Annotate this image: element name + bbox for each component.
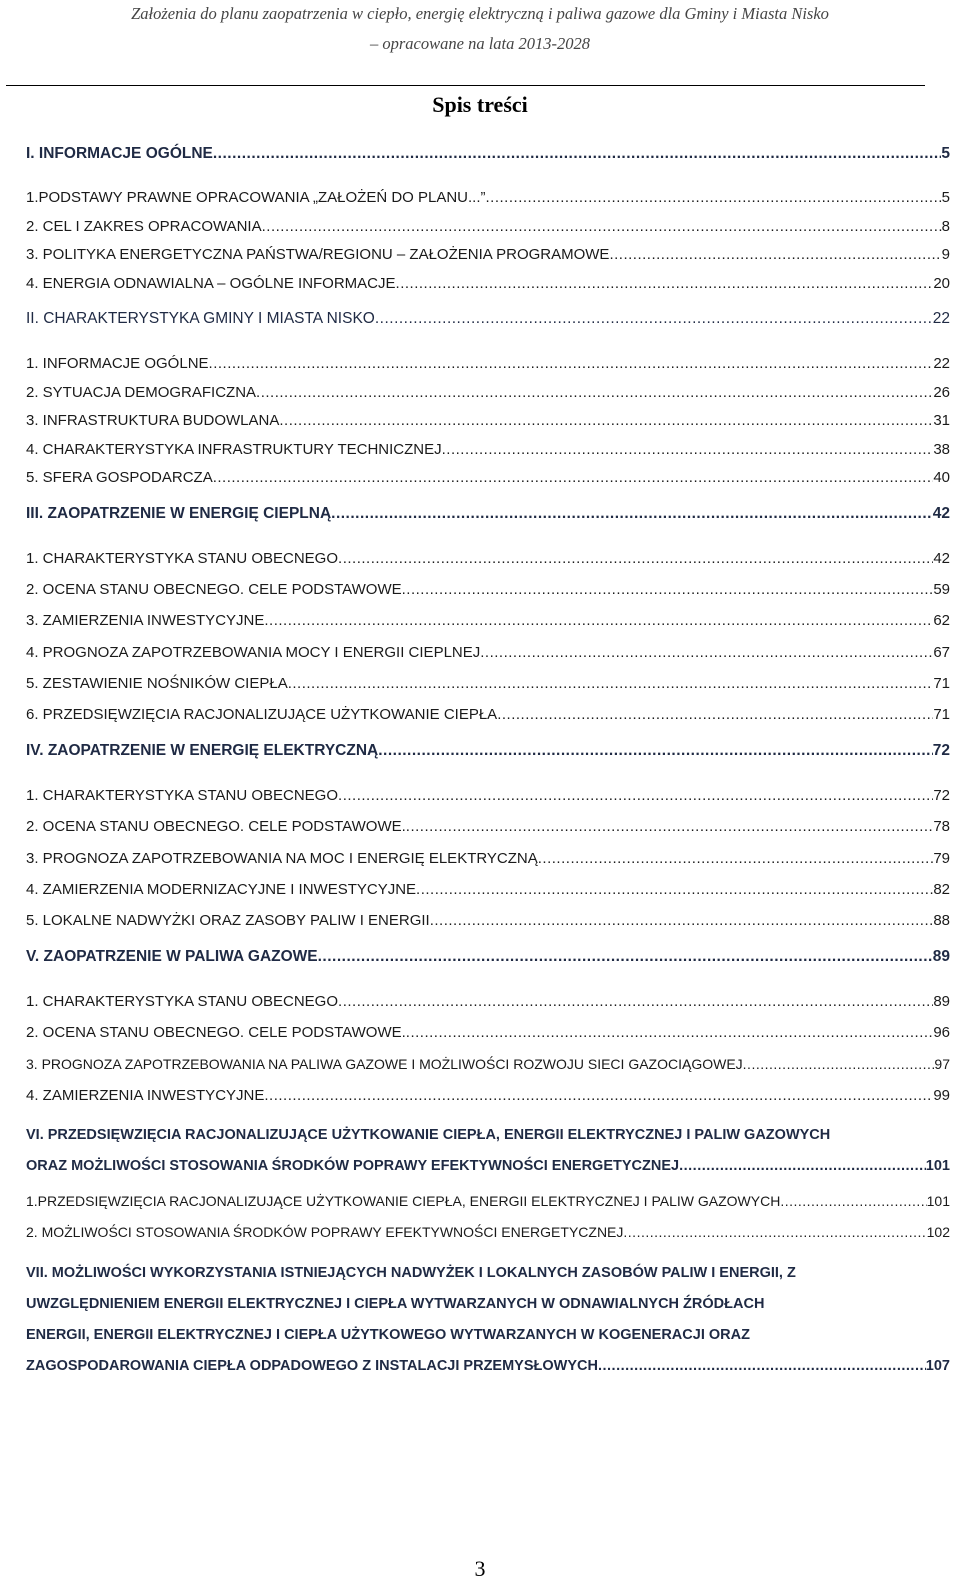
toc-entry-text: 3. PROGNOZA ZAPOTRZEBOWANIA NA PALIWA GAZOWE I MOŻLIWOŚCI ROZWOJU SIECI GAZOCIĄGOWEJ: [26, 1056, 743, 1072]
toc-entry-text: 2. OCENA STANU OBECNEGO. CELE PODSTAWOWE.: [26, 1024, 406, 1041]
toc-entry-text: 1.PODSTAWY PRAWNE OPRACOWANIA „ZAŁOŻEŃ DO PLANU...”: [26, 189, 486, 206]
toc-page: 5: [941, 145, 950, 162]
toc-entry-text: II. CHARAKTERYSTYKA GMINY I MIASTA NISKO: [26, 310, 375, 327]
toc-entry-text: 1. CHARAKTERYSTYKA STANU OBECNEGO: [26, 993, 339, 1010]
document-header-subtitle: – opracowane na lata 2013-2028: [370, 34, 590, 53]
toc-entry-chapter-vi[interactable]: [26, 1120, 950, 1182]
toc-entry-text: III. ZAOPATRZENIE W ENERGIĘ CIEPLNĄ: [26, 505, 332, 522]
dot-leader: [396, 275, 934, 292]
toc-entry-text: 5. LOKALNE NADWYŻKI ORAZ ZASOBY PALIW I ENERGII: [26, 912, 430, 929]
toc-page: 5: [941, 189, 950, 206]
toc-entry[interactable]: [26, 469, 950, 486]
toc-page: 8: [941, 218, 950, 235]
toc-entry[interactable]: [26, 612, 950, 629]
toc-entry-text: 3. POLITYKA ENERGETYCZNA PAŃSTWA/REGIONU – ZAŁOŻENIA PROGRAMOWE: [26, 246, 610, 263]
toc-page: 107: [925, 1358, 950, 1374]
toc-entry[interactable]: [26, 675, 950, 692]
toc-entry-text: 4. CHARAKTERYSTYKA INFRASTRUKTURY TECHNICZNEJ: [26, 441, 442, 458]
toc-entry-text: 4. ZAMIERZENIA MODERNIZACYJNE I INWESTYCYJNE: [26, 881, 417, 898]
toc-entry-text-line: ENERGII, ENERGII ELEKTRYCZNEJ I CIEPŁA UŻYTKOWEGO WYTWARZANYCH W KOGENERACJI ORAZ: [26, 1327, 750, 1343]
dot-leader: [338, 993, 933, 1010]
dot-leader: [256, 384, 933, 401]
toc-entry[interactable]: [26, 505, 950, 523]
toc-entry-text: 2. OCENA STANU OBECNEGO. CELE PODSTAWOWE: [26, 581, 402, 598]
toc-page: 102: [926, 1224, 950, 1240]
toc-page: 101: [925, 1158, 950, 1174]
toc-entry[interactable]: [26, 355, 950, 372]
toc-entry-text-line: UWZGLĘDNIENIEM ENERGII ELEKTRYCZNEJ I CIEPŁA WYTWARZANYCH W ODNAWIALNYCH ŹRÓDŁACH: [26, 1296, 765, 1312]
dot-leader: [480, 644, 933, 661]
toc-entry[interactable]: [26, 850, 950, 867]
toc-page: 59: [933, 581, 950, 598]
toc-entry-text: 3. ZAMIERZENIA INWESTYCYJNE: [26, 612, 265, 629]
toc-entry[interactable]: [26, 818, 950, 835]
toc-page: 20: [933, 275, 950, 292]
toc-entry[interactable]: [26, 145, 950, 163]
toc-entry-text: 2. OCENA STANU OBECNEGO. CELE PODSTAWOWE.: [26, 818, 406, 835]
page-number: 3: [474, 1556, 486, 1581]
dot-leader: [279, 412, 933, 429]
toc-entry[interactable]: [26, 189, 950, 206]
toc-entry-text: V. ZAOPATRZENIE W PALIWA GAZOWE: [26, 948, 318, 965]
toc-entry-text: 1.PRZEDSIĘWZIĘCIA RACJONALIZUJĄCE UŻYTKOWANIE CIEPŁA, ENERGII ELEKTRYCZNEJ I PALIW GAZOWYCH: [26, 1193, 781, 1209]
toc-entry[interactable]: [26, 1024, 950, 1041]
dot-leader: [442, 441, 934, 458]
toc-entry[interactable]: [26, 742, 950, 760]
toc-entry[interactable]: [26, 1224, 950, 1240]
toc-page: 82: [933, 881, 950, 898]
toc-page: 42: [933, 550, 950, 567]
toc-entry[interactable]: [26, 384, 950, 401]
dot-leader: [338, 550, 933, 567]
toc-entry-text: 6. PRZEDSIĘWZIĘCIA RACJONALIZUJĄCE UŻYTKOWANIE CIEPŁA: [26, 706, 498, 723]
toc-entry-text: 4. ENERGIA ODNAWIALNA – OGÓLNE INFORMACJE: [26, 275, 396, 292]
toc-entry[interactable]: [26, 246, 950, 263]
dot-leader: [598, 1351, 926, 1382]
toc-entry-text: 2. MOŻLIWOŚCI STOSOWANIA ŚRODKÓW POPRAWY EFEKTYWNOŚCI ENERGETYCZNEJ: [26, 1224, 624, 1240]
dot-leader: [209, 355, 934, 372]
toc-entry-text: 5. ZESTAWIENIE NOŚNIKÓW CIEPŁA: [26, 675, 288, 692]
dot-leader: [338, 787, 933, 804]
toc-entry[interactable]: [26, 581, 950, 598]
toc-entry-text: I. INFORMACJE OGÓLNE: [26, 145, 213, 162]
toc-entry-text: 3. PROGNOZA ZAPOTRZEBOWANIA NA MOC I ENERGIĘ ELEKTRYCZNĄ: [26, 850, 538, 867]
toc-page: 31: [933, 412, 950, 429]
dot-leader: [416, 881, 933, 898]
dot-leader: [402, 581, 934, 598]
dot-leader: [331, 505, 933, 523]
document-header-title: Założenia do planu zaopatrzenia w ciepło, energię elektryczną i paliwa gazowe dla Gminy i Miasta Nisko: [131, 4, 829, 23]
toc-page: 67: [933, 644, 950, 661]
toc-entry[interactable]: [26, 948, 950, 966]
dot-leader: [430, 912, 934, 929]
page-title: Spis treści: [432, 92, 528, 117]
toc-page: 72: [933, 787, 950, 804]
toc-entry[interactable]: [26, 644, 950, 661]
dot-leader: [213, 469, 934, 486]
toc-entry-chapter-vii[interactable]: [26, 1258, 950, 1382]
toc-page: 97: [934, 1056, 950, 1072]
dot-leader: [538, 850, 934, 867]
dot-leader: [406, 1024, 934, 1041]
toc-page: 79: [933, 850, 950, 867]
toc-page: 101: [926, 1193, 950, 1209]
dot-leader: [375, 310, 933, 328]
toc-entry[interactable]: [26, 881, 950, 898]
toc-page: 99: [933, 1087, 950, 1104]
toc-page: 26: [933, 384, 950, 401]
toc-page: 89: [933, 993, 950, 1010]
dot-leader: [406, 818, 934, 835]
toc-page: 89: [932, 948, 950, 965]
toc-page: 22: [932, 310, 950, 327]
dot-leader: [318, 948, 933, 966]
toc-page: 9: [941, 246, 950, 263]
toc-entry-text: 2. CEL I ZAKRES OPRACOWANIA: [26, 218, 262, 235]
dot-leader: [679, 1151, 926, 1182]
toc-entry-text: 1. INFORMACJE OGÓLNE: [26, 355, 209, 372]
dot-leader: [497, 706, 933, 723]
toc-entry-text: 1. CHARAKTERYSTYKA STANU OBECNEGO: [26, 550, 339, 567]
toc-entry-text: 2. SYTUACJA DEMOGRAFICZNA: [26, 384, 257, 401]
toc-entry-text-line: VII. MOŻLIWOŚCI WYKORZYSTANIA ISTNIEJĄCYCH NADWYŻEK I LOKALNYCH ZASOBÓW PALIW I ENERGII, Z: [26, 1265, 796, 1281]
toc-entry[interactable]: [26, 993, 950, 1010]
toc-entry[interactable]: [26, 550, 950, 567]
toc-page: 78: [933, 818, 950, 835]
toc-page: 96: [933, 1024, 950, 1041]
toc-entry[interactable]: [26, 412, 950, 429]
toc-entry[interactable]: [26, 275, 950, 292]
dot-leader: [262, 218, 942, 235]
toc-entry[interactable]: [26, 218, 950, 235]
dot-leader: [780, 1193, 926, 1209]
toc-entry[interactable]: [26, 706, 950, 723]
toc-entry-text-line: VI. PRZEDSIĘWZIĘCIA RACJONALIZUJĄCE UŻYTKOWANIE CIEPŁA, ENERGII ELEKTRYCZNEJ I PALIW GAZOWYCH: [26, 1127, 831, 1143]
toc-page: 38: [933, 441, 950, 458]
toc-entry[interactable]: [26, 1193, 950, 1209]
toc-page: 72: [932, 742, 950, 759]
dot-leader: [264, 1087, 933, 1104]
dot-leader: [213, 145, 942, 163]
toc-entry-text: IV. ZAOPATRZENIE W ENERGIĘ ELEKTRYCZNĄ: [26, 742, 379, 759]
toc-page: 71: [933, 706, 950, 723]
toc-entry[interactable]: [26, 1056, 950, 1072]
toc-page: 42: [932, 505, 950, 522]
toc-entry-text: 4. PROGNOZA ZAPOTRZEBOWANIA MOCY I ENERGII CIEPLNEJ: [26, 644, 481, 661]
dot-leader: [623, 1224, 926, 1240]
toc-entry[interactable]: [26, 310, 950, 328]
toc-entry-text-line: ORAZ MOŻLIWOŚCI STOSOWANIA ŚRODKÓW POPRAWY EFEKTYWNOŚCI ENERGETYCZNEJ: [26, 1158, 680, 1174]
toc-entry-text-line: ZAGOSPODAROWANIA CIEPŁA ODPADOWEGO Z INSTALACJI PRZEMYSŁOWYCH: [26, 1358, 598, 1374]
dot-leader: [743, 1056, 935, 1072]
toc-page: 40: [933, 469, 950, 486]
toc-entry[interactable]: [26, 912, 950, 929]
dot-leader: [609, 246, 941, 263]
toc-page: 88: [933, 912, 950, 929]
toc-page: 71: [933, 675, 950, 692]
toc-entry[interactable]: [26, 787, 950, 804]
toc-entry[interactable]: [26, 1087, 950, 1104]
toc-entry-text: 5. SFERA GOSPODARCZA: [26, 469, 213, 486]
dot-leader: [288, 675, 934, 692]
toc-entry[interactable]: [26, 441, 950, 458]
toc-page: 22: [933, 355, 950, 372]
toc-page: 62: [933, 612, 950, 629]
dot-leader: [486, 189, 942, 206]
toc-entry-text: 1. CHARAKTERYSTYKA STANU OBECNEGO: [26, 787, 339, 804]
toc-entry-text: 4. ZAMIERZENIA INWESTYCYJNE: [26, 1087, 265, 1104]
dot-leader: [378, 742, 933, 760]
toc-entry-text: 3. INFRASTRUKTURA BUDOWLANA: [26, 412, 280, 429]
dot-leader: [264, 612, 933, 629]
